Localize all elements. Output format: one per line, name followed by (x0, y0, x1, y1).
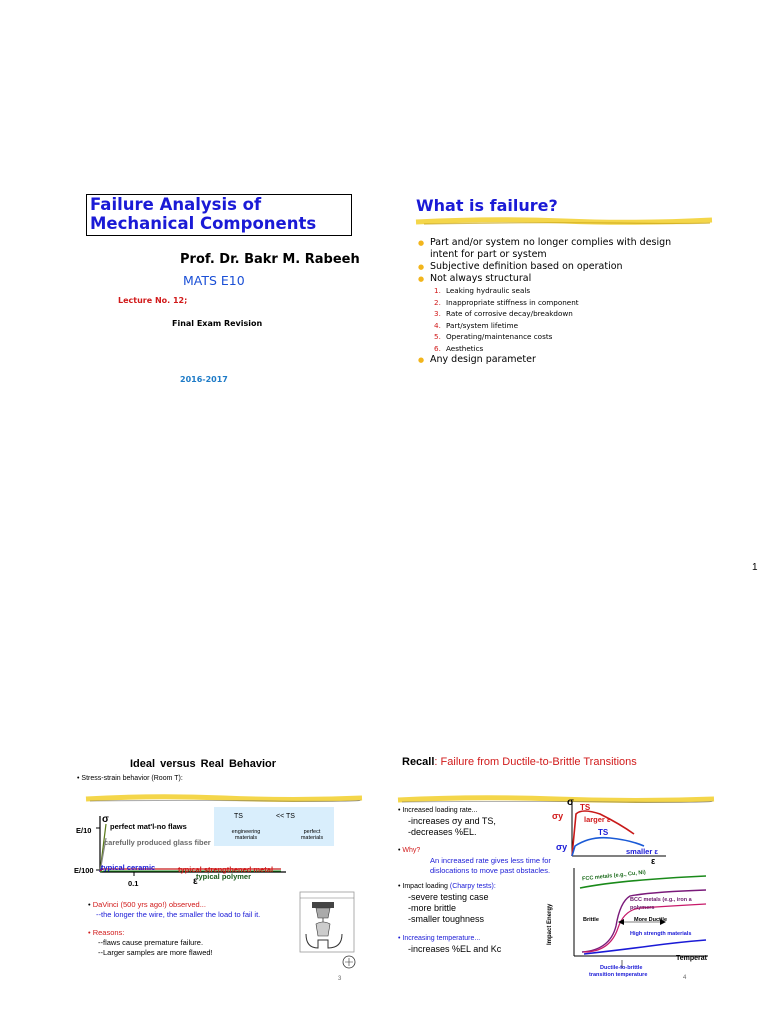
impact-paren: (Charpy tests): (449, 883, 496, 890)
subitem-number: 6. (434, 343, 441, 353)
slide2-subitem (434, 285, 698, 297)
slide4-text-block (398, 806, 568, 955)
impact-heading: • Impact loading (398, 883, 450, 890)
slide1-course: MATS E10 (183, 273, 245, 288)
engineering-materials-label: engineering materials (231, 829, 261, 841)
rate-line-2: -decreases %EL. (408, 827, 477, 837)
slide2-brush-underline (414, 214, 714, 228)
e100-label: E/100 (74, 866, 94, 875)
impact-line (398, 882, 568, 892)
slide2-bullet-1: ● Part and/or system no longer complies with design intent for part or system (418, 237, 698, 261)
slide4-title-key: Recall (402, 756, 435, 768)
sigma-label: σ (102, 814, 109, 825)
more-ductile-label: More Ductile (634, 917, 668, 923)
slide1-lecture: Lecture No. 12; (118, 296, 188, 305)
smaller-eps-label: smaller ε (626, 847, 658, 856)
slide3-note: • Stress-strain behavior (Room T): (77, 775, 183, 782)
rate-line-1: -increases σy and TS, (408, 816, 496, 826)
e10-label: E/10 (76, 826, 92, 835)
slide3-page-number: 3 (338, 976, 342, 982)
reason-2: --Larger samples are more flawed! (98, 948, 213, 957)
subitem-number: 4. (434, 320, 441, 330)
subitem-number: 5. (434, 332, 441, 341)
temp-heading: • Increasing temperature... (398, 935, 481, 942)
slide2-sublist (434, 285, 698, 354)
slide1-author: Prof. Dr. Bakr M. Rabeeh (180, 252, 360, 267)
slide2-subitem (434, 343, 698, 355)
davinci-line (88, 900, 260, 910)
ts-ll-label: << TS (276, 813, 295, 820)
slide1-title-line2: Mechanical Components (90, 214, 317, 233)
glass-fiber-label: carefully produced glass fiber (104, 838, 211, 847)
why-bullet: • (398, 847, 403, 854)
subitem-text: Operating/maintenance costs (446, 332, 553, 341)
reason-1: --flaws cause premature failure. (98, 938, 204, 947)
slide1-year: 2016-2017 (180, 375, 228, 384)
davinci-bullet: • (88, 900, 93, 909)
slide2-sublist-wrap (418, 285, 698, 354)
subitem-number: 3. (434, 309, 441, 318)
subitem-number: 2. (434, 297, 441, 307)
rate-sy2-label: σy (556, 842, 568, 852)
slide2-bullet-4: ● Any design parameter (418, 354, 698, 366)
polymer-label: typical polymer (196, 872, 252, 881)
reasons-heading: • Reasons: (88, 928, 125, 937)
wire-test-sketch (298, 890, 358, 972)
slide2-subitem (434, 320, 698, 332)
slide2-subitem (434, 331, 698, 343)
page-number: 1 (752, 562, 758, 573)
why-label: Why? (402, 847, 421, 854)
davinci-text-block (88, 900, 260, 958)
perfect-flaws-label: perfect mat'l-no flaws (110, 822, 187, 831)
rate-sigma-label: σ (567, 797, 574, 808)
impact-line-2: -more brittle (408, 903, 457, 913)
subitem-text: Inappropriate stiffness in component (446, 297, 579, 307)
brittle-label: Brittle (583, 917, 599, 923)
subitem-text: Part/system lifetime (446, 320, 519, 330)
subitem-text: Leaking hydraulic seals (446, 286, 531, 295)
high-strength-label: High strength materials (630, 931, 692, 937)
x-tick-label: 0.1 (128, 879, 139, 888)
why-line (398, 846, 568, 856)
slide2-bullet-3: ● Not always structural (418, 273, 698, 285)
subitem-text: Rate of corrosive decay/breakdown (446, 309, 573, 318)
slide3-brush-underline (84, 792, 364, 806)
rate-ts2-label: TS (598, 828, 609, 837)
perfect-materials-label: perfect materials (300, 829, 324, 841)
rate-ts-label: TS (580, 803, 591, 812)
davinci-detail: --the longer the wire, the smaller the load to fail it. (96, 910, 261, 919)
fcc-label: FCC metals (e.g., Cu, Ni) (581, 869, 647, 883)
metal-label: typical strengthened metal (178, 865, 274, 874)
slide4-title-rest: : Failure from Ductile-to-Brittle Transitions (434, 756, 637, 768)
impact-line-3: -smaller toughness (408, 914, 485, 924)
dbt-label-2: transition temperature (589, 972, 648, 978)
slide4-title (402, 756, 637, 768)
why-text: An increased rate gives less time for dislocations to move past obstacles. (430, 856, 551, 875)
impact-axis-label: Impact Energy (547, 903, 553, 945)
rate-heading: • Increased loading rate... (398, 807, 478, 814)
temp-line-1: -increases %EL and Kc (408, 944, 502, 954)
slide2-subitem (434, 308, 698, 320)
larger-eps-label: larger ε (584, 815, 611, 824)
ts-label: TS (234, 813, 243, 820)
subitem-number: 1. (434, 286, 441, 295)
bcc-label: BCC metals (e.g., iron a (630, 897, 692, 903)
davinci-observed: DaVinci (500 yrs ago!) observed... (92, 900, 206, 909)
slide3-title: Ideal versus Real Behavior (130, 758, 277, 770)
temperature-label: Temperat (676, 955, 707, 962)
dbt-label-1: Ductile-to-brittle (600, 965, 643, 971)
impact-line-1: -severe testing case (408, 892, 489, 902)
slide1-revision: Final Exam Revision (172, 319, 263, 328)
ceramic-label: typical ceramic (101, 863, 156, 872)
slide4-page-number: 4 (683, 975, 687, 981)
slide2-title: What is failure? (416, 196, 558, 215)
epsilon-label: ε (193, 876, 198, 887)
rate-eps-label: ε (651, 856, 656, 866)
slide1-title-line1: Failure Analysis of (90, 195, 262, 214)
subitem-text: Aesthetics (446, 343, 484, 353)
slide2-bullet-2: ● Subjective definition based on operation (418, 261, 698, 273)
rate-sy1-label: σy (552, 811, 564, 821)
slide2-bullet-list (418, 237, 698, 366)
slide1-title-box (86, 194, 352, 236)
slide2-subitem (434, 297, 698, 309)
polymers-label: polymers (630, 905, 655, 911)
